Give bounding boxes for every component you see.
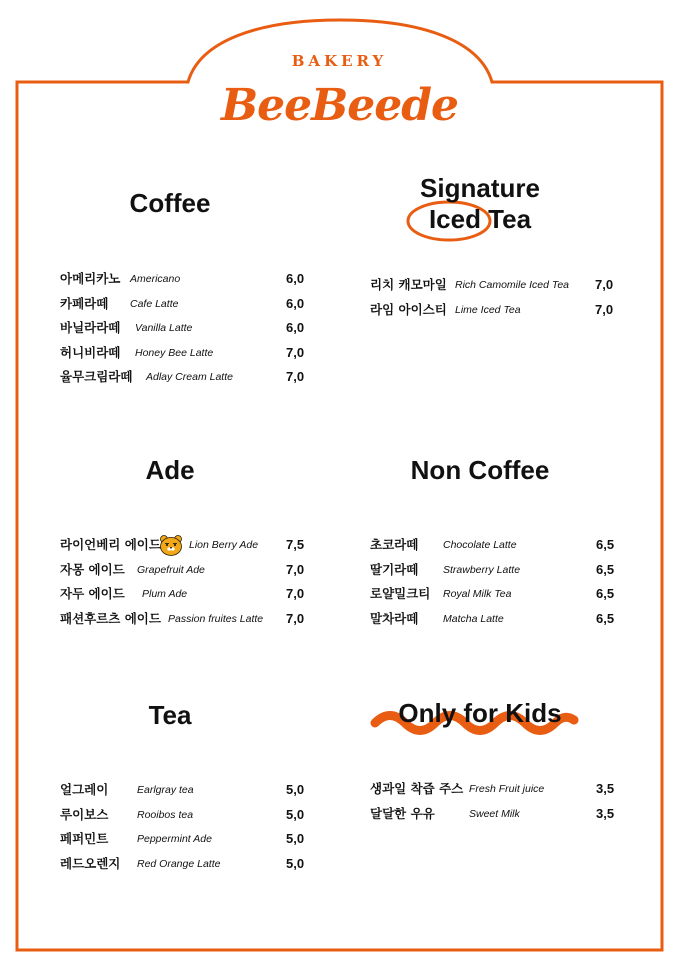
item-price: 7,0 bbox=[286, 369, 305, 384]
item-name-ko: 로얄밀크티 bbox=[370, 586, 431, 601]
item-price: 5,0 bbox=[286, 782, 305, 797]
menu-row bbox=[60, 582, 310, 607]
item-name-ko: 허니비라떼 bbox=[60, 344, 121, 360]
heading-tea: Tea bbox=[148, 700, 192, 730]
brand-subtitle: BAKERY bbox=[291, 52, 388, 70]
menu-row bbox=[60, 778, 310, 803]
item-price: 5,0 bbox=[286, 831, 305, 846]
item-name-en: Chocolate Latte bbox=[443, 539, 517, 551]
item-name-ko: 패션후르츠 에이드 bbox=[60, 610, 161, 626]
brand-logo: BeeBeede bbox=[220, 80, 459, 131]
item-name-en: Vanilla Latte bbox=[135, 322, 193, 334]
item-price: 7,0 bbox=[286, 586, 305, 601]
item-name-ko: 아메리카노 bbox=[60, 271, 121, 286]
item-name-ko: 생과일 착즙 주스 bbox=[370, 781, 464, 796]
item-price: 5,0 bbox=[286, 806, 305, 822]
section-ade bbox=[60, 533, 310, 631]
item-name-en: Rich Camomile Iced Tea bbox=[455, 279, 569, 291]
menu-row bbox=[60, 852, 310, 877]
item-price: 6,0 bbox=[286, 295, 305, 311]
item-price: 7,0 bbox=[286, 344, 305, 360]
item-name-ko: 율무크림라떼 bbox=[60, 369, 133, 384]
item-name-en: Rooibos tea bbox=[137, 808, 194, 821]
item-name-ko: 말차라떼 bbox=[370, 610, 419, 626]
item-price: 6,5 bbox=[596, 586, 615, 601]
section-signature-iced-tea bbox=[370, 273, 620, 322]
item-price: 7,0 bbox=[595, 277, 614, 292]
item-name-en: Peppermint Ade bbox=[137, 833, 212, 845]
item-name-ko: 라임 아이스티 bbox=[370, 301, 447, 317]
item-name-ko: 페퍼민트 bbox=[60, 831, 109, 846]
item-price: 6,5 bbox=[596, 610, 615, 626]
item-name-en: Fresh Fruit juice bbox=[469, 783, 545, 795]
item-name-en: Royal Milk Tea bbox=[443, 588, 512, 600]
section-tea bbox=[60, 778, 310, 876]
item-name-en: Matcha Latte bbox=[443, 612, 504, 625]
item-name-en: Honey Bee Latte bbox=[135, 346, 214, 359]
item-name-en: Americano bbox=[130, 273, 181, 285]
heading-signature-iced-tea: Signature Iced Tea bbox=[420, 173, 540, 234]
item-name-ko: 달달한 우유 bbox=[370, 805, 435, 821]
item-name-en: Red Orange Latte bbox=[137, 857, 221, 870]
menu-row bbox=[370, 607, 630, 632]
item-name-ko: 딸기라떼 bbox=[370, 561, 419, 577]
item-price: 7,0 bbox=[286, 561, 305, 577]
item-price: 5,0 bbox=[286, 855, 305, 871]
item-price: 6,5 bbox=[596, 537, 615, 552]
heading-non-coffee: Non Coffee bbox=[410, 455, 550, 485]
menu-row bbox=[60, 341, 310, 366]
item-name-ko: 얼그레이 bbox=[60, 782, 109, 797]
item-name-ko: 라이언베리 에이드 bbox=[60, 537, 161, 552]
item-price: 7,0 bbox=[286, 610, 305, 626]
item-name-ko: 카페라떼 bbox=[60, 295, 109, 311]
menu-row bbox=[60, 267, 310, 292]
heading-only-for-kids: Only for Kids bbox=[398, 698, 562, 728]
item-price: 3,5 bbox=[596, 805, 615, 821]
menu-row bbox=[370, 777, 630, 802]
item-name-ko: 초코라떼 bbox=[370, 537, 419, 552]
item-name-en: Plum Ade bbox=[142, 588, 188, 600]
item-price: 7,5 bbox=[286, 537, 305, 552]
menu-row bbox=[370, 802, 630, 827]
item-name-en: Grapefruit Ade bbox=[137, 563, 205, 576]
item-name-ko: 바닐라라떼 bbox=[60, 320, 121, 335]
menu-row bbox=[60, 292, 310, 317]
item-price: 6,0 bbox=[286, 320, 305, 335]
item-name-en: Adlay Cream Latte bbox=[146, 371, 233, 383]
menu-row bbox=[60, 803, 310, 828]
heading-ade: Ade bbox=[145, 455, 195, 485]
item-name-en: Passion fruites Latte bbox=[168, 612, 264, 625]
item-name-ko: 루이보스 bbox=[60, 806, 109, 822]
menu-row bbox=[60, 558, 310, 583]
menu-row bbox=[370, 273, 620, 298]
item-name-en: Strawberry Latte bbox=[443, 563, 521, 576]
section-non-coffee bbox=[370, 533, 630, 631]
item-name-en: Lime Iced Tea bbox=[455, 303, 521, 316]
item-price: 7,0 bbox=[595, 301, 614, 317]
menu-row bbox=[60, 607, 310, 632]
item-name-ko: 리치 캐모마일 bbox=[370, 277, 447, 292]
menu-row bbox=[60, 827, 310, 852]
item-price: 3,5 bbox=[596, 781, 615, 796]
section-only-for-kids bbox=[370, 777, 630, 826]
item-price: 6,5 bbox=[596, 561, 615, 577]
item-name-en: Sweet Milk bbox=[469, 807, 520, 820]
item-name-en: Earlgray tea bbox=[137, 784, 194, 796]
item-name-en: Cafe Latte bbox=[130, 297, 179, 310]
menu-row bbox=[60, 533, 310, 558]
menu-row bbox=[60, 365, 310, 390]
menu-row bbox=[370, 558, 630, 583]
item-name-ko: 레드오렌지 bbox=[60, 855, 121, 871]
item-name-en: Lion Berry Ade bbox=[189, 539, 259, 551]
menu-row bbox=[370, 298, 620, 323]
item-price: 6,0 bbox=[286, 271, 305, 286]
menu-row bbox=[370, 533, 630, 558]
item-name-ko: 자두 에이드 bbox=[60, 586, 125, 601]
lion-face-icon bbox=[159, 535, 183, 556]
item-name-ko: 자몽 에이드 bbox=[60, 561, 125, 577]
heading-coffee: Coffee bbox=[129, 188, 211, 218]
menu-row bbox=[370, 582, 630, 607]
menu-row bbox=[60, 316, 310, 341]
section-coffee bbox=[60, 267, 310, 390]
